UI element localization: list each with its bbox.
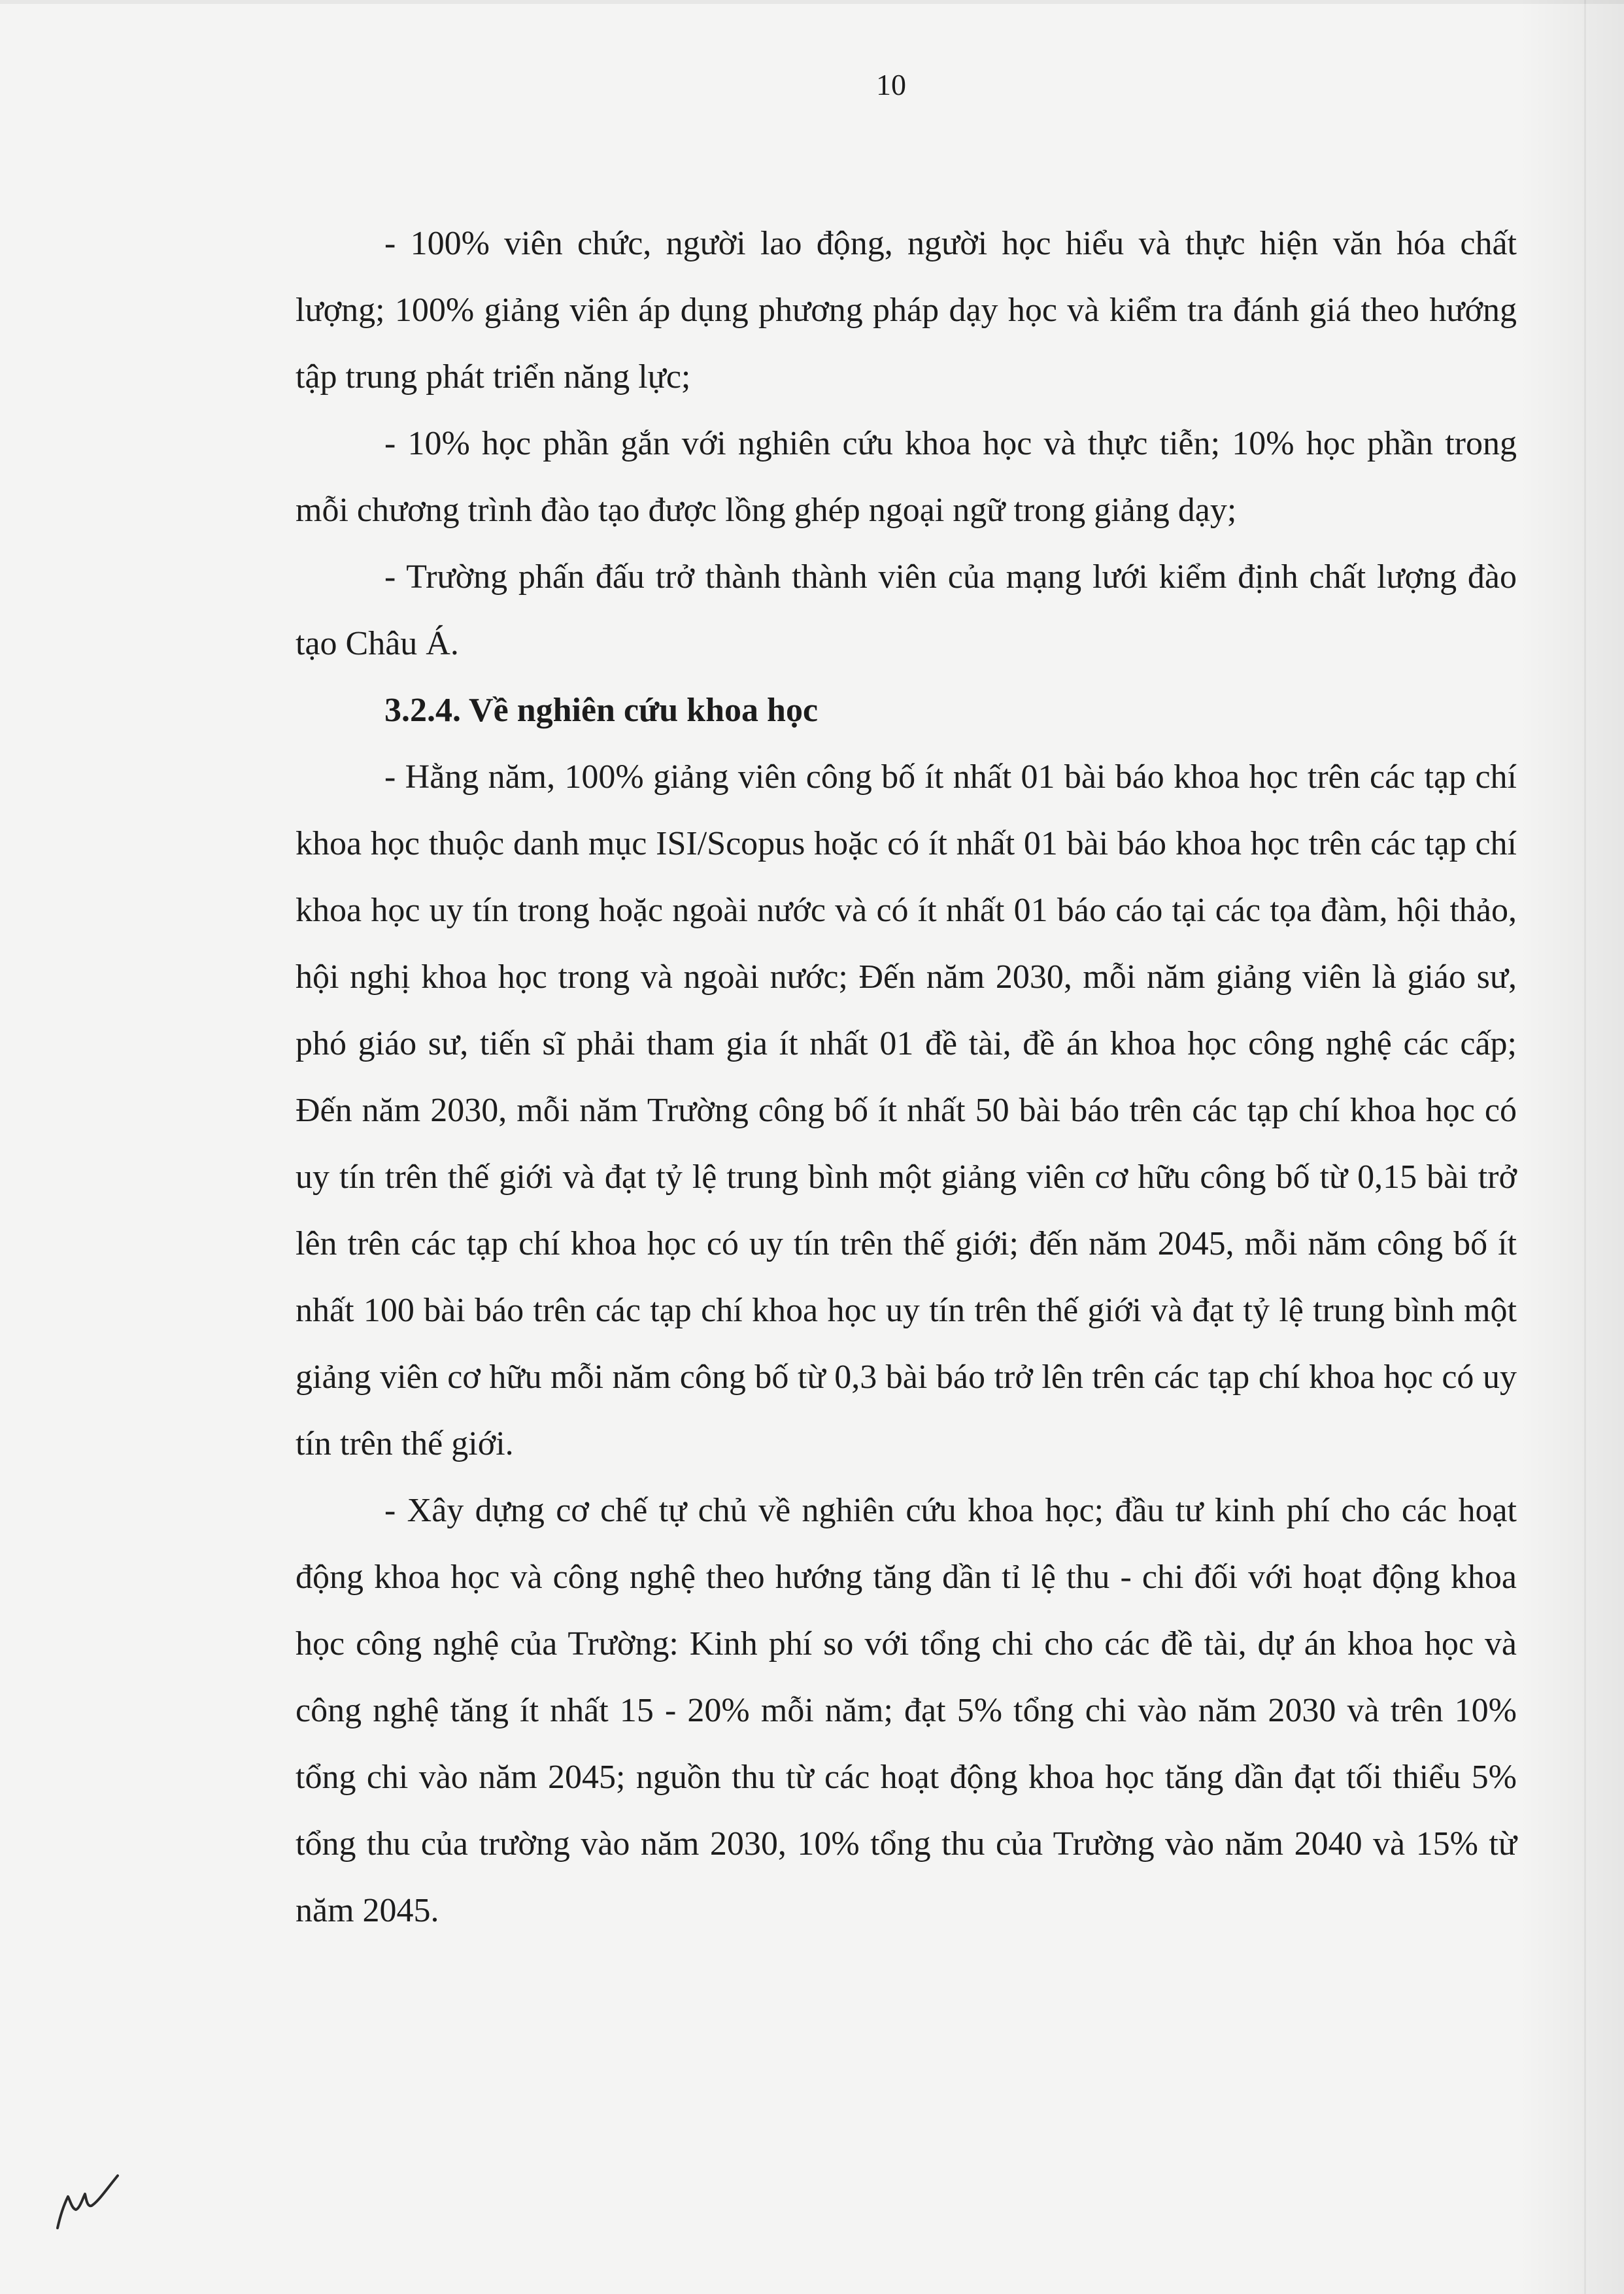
- paragraph-publication-targets: - Hằng năm, 100% giảng viên công bố ít nhất 01 bài báo khoa học trên các tạp chí khoa học thuộc danh mục ISI/Scopus hoặc có ít nhất 01 bài báo khoa học trên các tạp chí khoa học uy tín trong hoặc ngoài nước và có ít nhất 01 báo cáo tại các tọa đàm, hội thảo, hội nghị khoa học trong và ngoài nước; Đến năm 2030, mỗi năm giảng viên là giáo sư, phó giáo sư, tiến sĩ phải tham gia ít nhất 01 đề tài, đề án khoa học công nghệ các cấp; Đến năm 2030, mỗi năm Trường công bố ít nhất 50 bài báo trên các tạp chí khoa học có uy tín trên thế giới và đạt tỷ lệ trung bình một giảng viên cơ hữu công bố từ 0,15 bài trở lên trên các tạp chí khoa học có uy tín trên thế giới; đến năm 2045, mỗi năm công bố ít nhất 100 bài báo trên các tạp chí khoa học uy tín trên thế giới và đạt tỷ lệ trung bình một giảng viên cơ hữu mỗi năm công bố từ 0,3 bài báo trở lên trên các tạp chí khoa học có uy tín trên thế giới.: [296, 758, 1517, 1462]
- scan-right-shadow: [1519, 0, 1624, 2294]
- paragraph-research-modules: - 10% học phần gắn với nghiên cứu khoa học và thực tiễn; 10% học phần trong mỗi chương trình đào tạo được lồng ghép ngoại ngữ trong giảng dạy;: [296, 425, 1517, 529]
- paragraph-quality-culture: - 100% viên chức, người lao động, người học hiểu và thực hiện văn hóa chất lượng; 100% giảng viên áp dụng phương pháp dạy học và kiểm tra đánh giá theo hướng tập trung phát triển năng lực;: [296, 225, 1517, 396]
- section-heading: 3.2.4. Về nghiên cứu khoa học: [384, 692, 819, 729]
- scan-top-edge: [0, 0, 1624, 4]
- document-body: [296, 211, 1517, 1944]
- page-number: 10: [876, 68, 906, 101]
- paragraph-accreditation-network: - Trường phấn đấu trở thành thành viên của mạng lưới kiểm định chất lượng đào tạo Châu Á.: [296, 558, 1517, 662]
- paragraph-research-funding: - Xây dựng cơ chế tự chủ về nghiên cứu khoa học; đầu tư kinh phí cho các hoạt động khoa học và công nghệ theo hướng tăng dần tỉ lệ thu - chi đối với hoạt động khoa học công nghệ của Trường: Kinh phí so với tổng chi cho các đề tài, dự án khoa học và công nghệ tăng ít nhất 15 - 20% mỗi năm; đạt 5% tổng chi vào năm 2030 và trên 10% tổng chi vào năm 2045; nguồn thu từ các hoạt động khoa học tăng dần đạt tối thiểu 5% tổng thu của trường vào năm 2030, 10% tổng thu của Trường vào năm 2040 và 15% từ năm 2045.: [296, 1492, 1517, 1929]
- handwritten-initials: [52, 2170, 124, 2229]
- scan-right-edge: [1584, 0, 1586, 2294]
